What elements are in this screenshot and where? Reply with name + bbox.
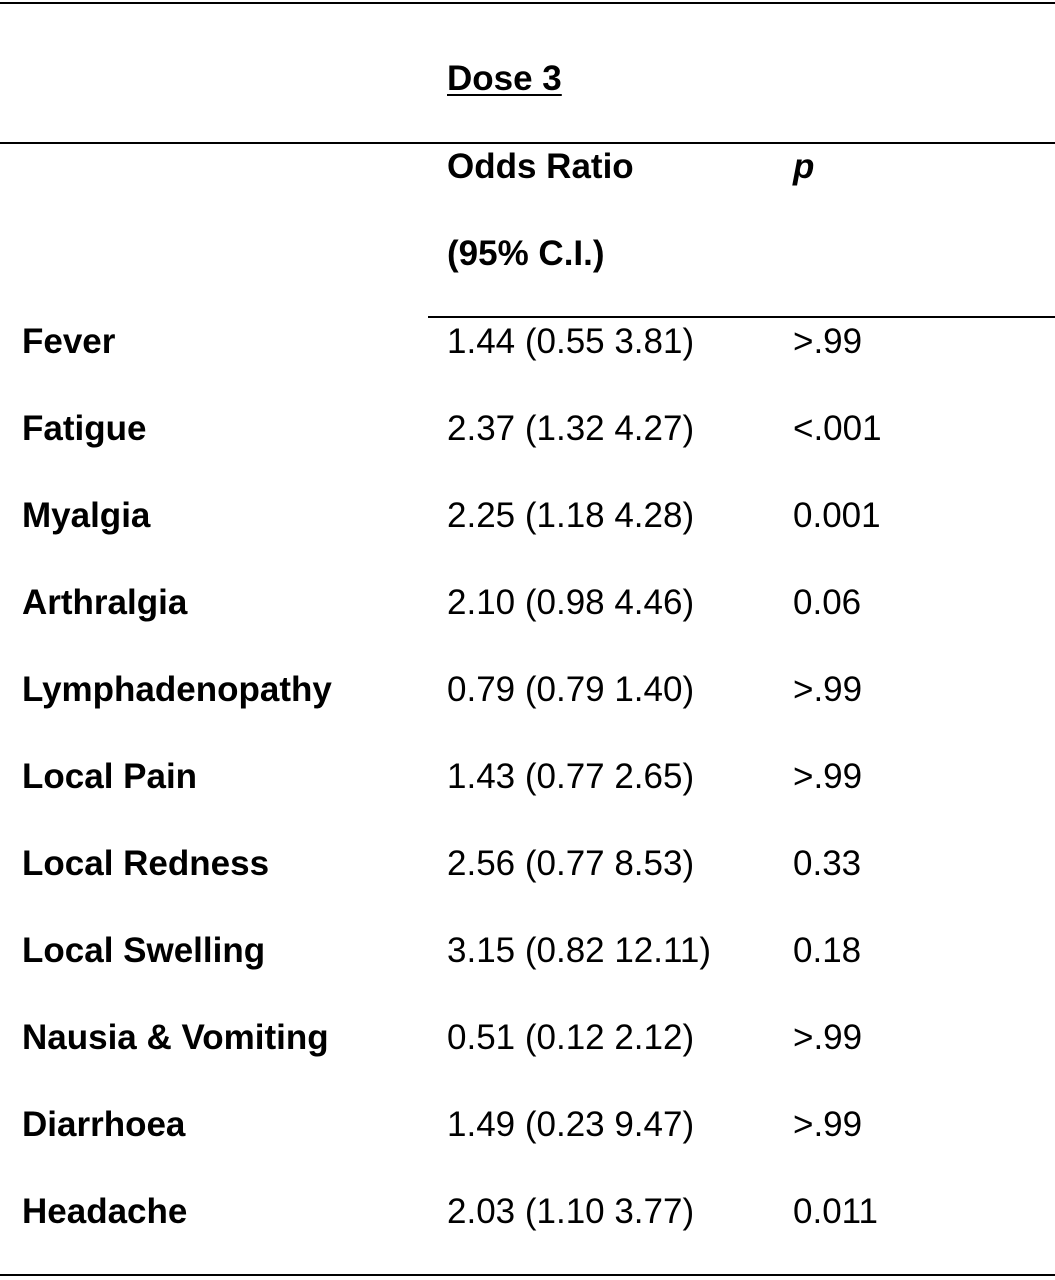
table-row xyxy=(0,1018,1055,1058)
odds-ratio-value: 1.43 (0.77 2.65) xyxy=(447,757,695,796)
symptom-label: Myalgia xyxy=(22,496,151,535)
p-value: >.99 xyxy=(793,322,863,361)
table-row xyxy=(0,931,1055,971)
symptom-label: Diarrhoea xyxy=(22,1105,186,1144)
table-row xyxy=(0,322,1055,362)
table-row xyxy=(0,1105,1055,1145)
odds-ratio-value: 0.51 (0.12 2.12) xyxy=(447,1018,695,1057)
table-row xyxy=(0,409,1055,449)
header-rule xyxy=(0,142,1055,144)
p-value: >.99 xyxy=(793,1018,863,1057)
p-value-header: p xyxy=(793,147,815,186)
odds-ratio-value: 1.49 (0.23 9.47) xyxy=(447,1105,695,1144)
p-value: <.001 xyxy=(793,409,882,448)
p-value: >.99 xyxy=(793,670,863,709)
odds-ratio-header-line2: (95% C.I.) xyxy=(447,234,605,273)
table-row xyxy=(0,496,1055,536)
table-row xyxy=(0,670,1055,710)
top-rule xyxy=(0,2,1055,4)
symptom-label: Fever xyxy=(22,322,116,361)
odds-ratio-value: 2.37 (1.32 4.27) xyxy=(447,409,695,448)
subheader-rule xyxy=(428,316,1055,318)
p-value: 0.06 xyxy=(793,583,862,622)
symptom-label: Local Pain xyxy=(22,757,198,796)
odds-ratio-value: 2.03 (1.10 3.77) xyxy=(447,1192,695,1231)
odds-ratio-header-line1: Odds Ratio xyxy=(447,147,634,186)
odds-ratio-value: 3.15 (0.82 12.11) xyxy=(447,931,711,970)
table-row xyxy=(0,583,1055,623)
odds-ratio-value: 0.79 (0.79 1.40) xyxy=(447,670,695,709)
symptom-label: Local Redness xyxy=(22,844,270,883)
symptom-label: Lymphadenopathy xyxy=(22,670,332,709)
p-value: 0.011 xyxy=(793,1192,878,1231)
p-value: 0.001 xyxy=(793,496,881,535)
table-row xyxy=(0,757,1055,797)
table-row xyxy=(0,1192,1055,1232)
table-row xyxy=(0,844,1055,884)
group-header: Dose 3 xyxy=(447,59,562,98)
symptom-label: Local Swelling xyxy=(22,931,266,970)
symptom-label: Headache xyxy=(22,1192,188,1231)
p-value: 0.18 xyxy=(793,931,862,970)
p-value: 0.33 xyxy=(793,844,862,883)
symptom-label: Arthralgia xyxy=(22,583,188,622)
odds-ratio-value: 2.56 (0.77 8.53) xyxy=(447,844,695,883)
symptom-label: Nausia & Vomiting xyxy=(22,1018,329,1057)
symptom-label: Fatigue xyxy=(22,409,147,448)
p-value: >.99 xyxy=(793,1105,863,1144)
bottom-rule xyxy=(0,1274,1055,1276)
odds-ratio-value: 1.44 (0.55 3.81) xyxy=(447,322,695,361)
p-value: >.99 xyxy=(793,757,863,796)
odds-ratio-value: 2.10 (0.98 4.46) xyxy=(447,583,695,622)
odds-ratio-value: 2.25 (1.18 4.28) xyxy=(447,496,695,535)
